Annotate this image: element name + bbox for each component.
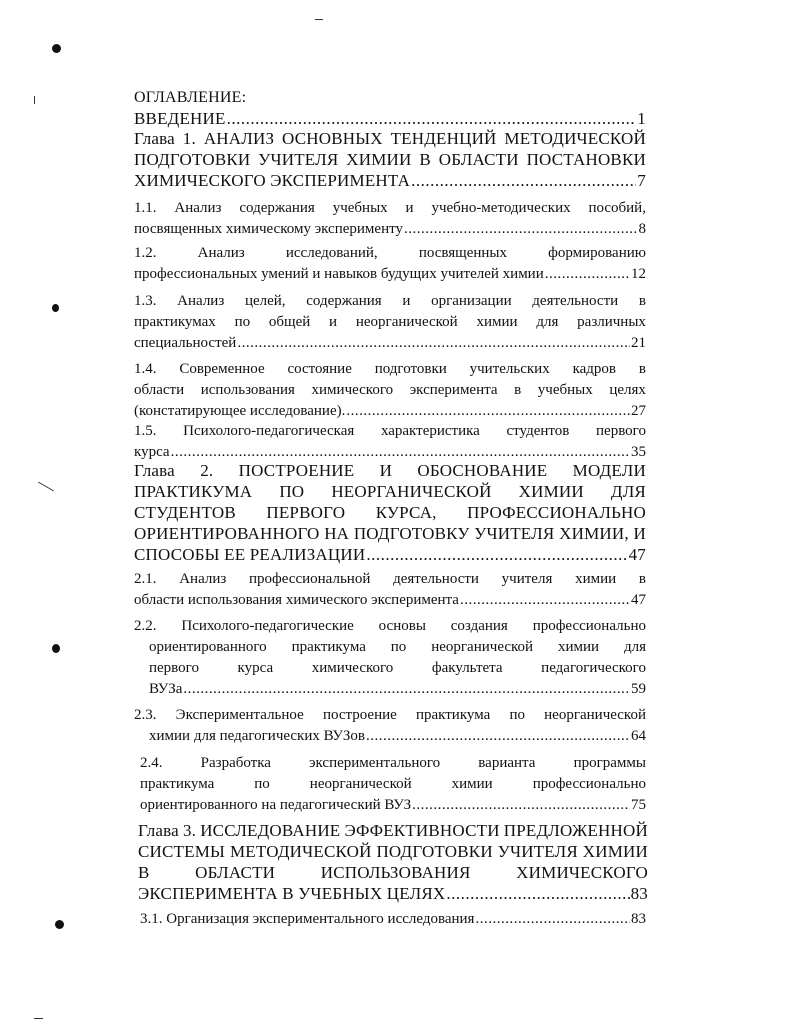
entry-word: химии — [575, 571, 617, 587]
entry-word: 1. — [182, 129, 196, 148]
entry-title: курса — [134, 444, 170, 460]
page-number: 83 — [631, 911, 646, 927]
entry-word: НА — [324, 524, 350, 543]
entry-word: ДЛЯ — [610, 482, 646, 501]
entry-word: В — [138, 863, 150, 882]
entry-word: Анализ — [179, 571, 227, 587]
entry-word: химического — [311, 382, 394, 398]
entry-word: АНАЛИЗ — [203, 129, 275, 148]
entry-word: деятельности — [532, 293, 619, 309]
entry-word: деятельности — [393, 571, 479, 587]
entry-word: в — [638, 571, 646, 587]
toc-entry-chapter-1 — [134, 128, 646, 191]
leader-dots — [346, 401, 630, 422]
entry-word: химии — [451, 776, 493, 792]
entry-word: экспериментального — [309, 755, 441, 771]
entry-line — [134, 523, 646, 544]
entry-line — [140, 774, 646, 795]
entry-word: 1.4. — [134, 361, 157, 377]
entry-word: и — [402, 293, 411, 309]
entry-word: ПЕРВОГО — [266, 503, 346, 522]
entry-word: в — [638, 293, 646, 309]
page-number: 59 — [631, 681, 646, 697]
entry-word: И — [633, 524, 646, 543]
scan-speck — [38, 482, 54, 492]
toc-entry-section-2-4 — [140, 753, 646, 816]
entry-word: ПОСТАНОВКИ — [526, 150, 646, 169]
entry-word: для — [536, 314, 559, 330]
entry-word: формированию — [548, 245, 646, 261]
entry-word: УЧИТЕЛЯ — [258, 150, 339, 169]
entry-title: ХИМИЧЕСКОГО ЭКСПЕРИМЕНТА — [134, 171, 411, 190]
entry-word: посвященных — [418, 245, 507, 261]
scan-hole-mark — [52, 44, 61, 53]
entry-word: 2.2. — [134, 618, 157, 634]
entry-word: И — [379, 461, 393, 480]
entry-word: пособий, — [588, 200, 646, 216]
entry-word: организации — [431, 293, 512, 309]
entry-line — [134, 658, 646, 679]
entry-title: СПОСОБЫ ЕЕ РЕАЛИЗАЦИИ — [134, 545, 366, 564]
entry-word: общей — [268, 314, 311, 330]
toc-heading: ОГЛАВЛЕНИЕ: — [134, 89, 247, 106]
leader-dots — [412, 795, 630, 816]
entry-line — [134, 616, 646, 637]
entry-word: создания — [450, 618, 508, 634]
entry-word: Анализ — [174, 200, 222, 216]
entry-word: Психолого-педагогические — [181, 618, 354, 634]
entry-word: использования — [200, 382, 295, 398]
entry-word: Экспериментальное — [175, 707, 304, 723]
entry-word: МЕТОДИЧЕСКОЙ — [504, 129, 646, 148]
entry-word: характеристика — [380, 423, 480, 439]
entry-word: педагогического — [541, 660, 646, 676]
entry-word: кадров — [572, 361, 616, 377]
entry-word: 1.5. — [134, 423, 157, 439]
leader-dots — [411, 170, 636, 191]
entry-word: УЧИТЕЛЯ — [474, 524, 555, 543]
entry-word: профессиональной — [249, 571, 371, 587]
entry-word: ПОДГОТОВКИ — [134, 150, 251, 169]
entry-word: СИСТЕМЫ — [138, 842, 226, 861]
entry-word: подготовки — [374, 361, 447, 377]
entry-word: ПО — [279, 482, 305, 501]
page-number: 21 — [631, 335, 646, 351]
entry-word: МЕТОДИЧЕСКОЙ — [229, 842, 372, 861]
entry-word: по — [509, 707, 525, 723]
entry-title: ЭКСПЕРИМЕНТА В УЧЕБНЫХ ЦЕЛЯХ — [138, 884, 446, 903]
entry-word: и — [329, 314, 338, 330]
entry-word: неорганической — [544, 707, 646, 723]
entry-word: ТЕНДЕНЦИЙ — [390, 129, 497, 148]
toc-entry-section-1-2 — [134, 243, 646, 285]
entry-word: ОРИЕНТИРОВАННОГО — [134, 524, 320, 543]
leader-dots — [366, 544, 627, 565]
toc-entry-section-1-5 — [134, 421, 646, 463]
entry-word: варианта — [478, 755, 536, 771]
entry-line — [134, 359, 646, 380]
entry-word: МОДЕЛИ — [572, 461, 646, 480]
scan-speck — [34, 96, 35, 104]
entry-word: ХИМИИ — [346, 150, 412, 169]
entry-word: УЧИТЕЛЯ — [497, 842, 578, 861]
page-number: 12 — [631, 266, 646, 282]
entry-word: 1.2. — [134, 245, 157, 261]
entry-word: ПРЕДЛОЖЕННОЙ — [503, 821, 648, 840]
entry-word: 2. — [200, 461, 214, 480]
leader-dots — [366, 726, 630, 747]
entry-word: ХИМИЧЕСКОГО — [516, 863, 648, 882]
entry-word: содержания — [239, 200, 315, 216]
entry-word: программы — [573, 755, 646, 771]
leader-dots — [227, 108, 637, 129]
toc-entry-section-1-4 — [134, 359, 646, 422]
entry-word: студентов — [506, 423, 570, 439]
scan-speck — [34, 1018, 43, 1019]
entry-word: курса — [237, 660, 274, 676]
entry-line — [140, 753, 646, 774]
entry-word: содержания — [306, 293, 382, 309]
entry-title: посвященных химическому эксперименту — [134, 221, 403, 237]
toc-entry-section-2-1 — [134, 569, 646, 611]
entry-word: ПРАКТИКУМА — [134, 482, 253, 501]
entry-line — [134, 198, 646, 219]
entry-title: области использования химического эксперимента — [134, 592, 459, 608]
entry-word: химии — [476, 314, 518, 330]
entry-word: 3. — [182, 821, 197, 840]
entry-line — [134, 460, 646, 481]
entry-line — [134, 705, 646, 726]
entry-word: неорганической — [309, 776, 412, 792]
entry-word: ОБЛАСТИ — [438, 150, 519, 169]
entry-title: специальностей — [134, 335, 237, 351]
leader-dots — [446, 883, 629, 904]
toc-entry-section-1-3 — [134, 291, 646, 354]
entry-line — [134, 502, 646, 523]
leader-dots — [237, 333, 630, 354]
scan-hole-mark — [52, 644, 60, 653]
leader-dots — [475, 909, 630, 930]
entry-word: ХИМИИ — [518, 482, 584, 501]
entry-word: основы — [378, 618, 426, 634]
entry-word: 2.3. — [134, 707, 157, 723]
page-number: 35 — [631, 444, 646, 460]
entry-title: ориентированного на педагогический ВУЗ — [140, 797, 412, 813]
entry-word: целей, — [244, 293, 286, 309]
entry-word: 2.4. — [140, 755, 163, 771]
entry-line — [134, 128, 646, 149]
entry-word: Анализ — [197, 245, 245, 261]
entry-line — [134, 481, 646, 502]
toc-entry-introduction — [134, 108, 646, 129]
entry-word: по — [390, 639, 407, 655]
entry-line — [134, 380, 646, 401]
entry-word: Психолого-педагогическая — [183, 423, 355, 439]
entry-title: профессиональных умений и навыков будущих учителей химии — [134, 266, 544, 282]
entry-word: неорганической — [431, 639, 534, 655]
entry-word: целях — [609, 382, 646, 398]
page-number: 83 — [630, 884, 648, 903]
entry-word: ИССЛЕДОВАНИЕ — [200, 821, 341, 840]
entry-title: ВУЗа — [149, 681, 183, 697]
entry-word: исследований, — [285, 245, 378, 261]
entry-word: ХИМИИ, — [559, 524, 629, 543]
page-number: 64 — [631, 728, 646, 744]
toc-entry-chapter-2 — [134, 460, 646, 565]
entry-word: практикума — [140, 776, 215, 792]
entry-word: практикумах — [134, 314, 216, 330]
entry-word: Современное — [179, 361, 265, 377]
page-number: 47 — [631, 592, 646, 608]
entry-word: 2.1. — [134, 571, 157, 587]
entry-line — [138, 862, 648, 883]
entry-word: ОБЛАСТИ — [195, 863, 276, 882]
entry-word: ЭФФЕКТИВНОСТИ — [344, 821, 500, 840]
entry-line — [134, 149, 646, 170]
entry-line — [134, 312, 646, 333]
entry-line — [134, 637, 646, 658]
entry-word: эксперимента — [409, 382, 498, 398]
entry-word: первого — [149, 660, 199, 676]
entry-word: различных — [577, 314, 646, 330]
entry-word: КУРСА, — [375, 503, 437, 522]
page-number: 1 — [637, 109, 646, 128]
toc-entry-section-2-2 — [134, 616, 646, 700]
entry-word: ХИМИИ — [582, 842, 648, 861]
leader-dots — [460, 590, 630, 611]
toc-entry-section-3-1 — [140, 909, 646, 930]
entry-word: учительских — [469, 361, 550, 377]
entry-word: химии — [557, 639, 600, 655]
entry-word: практикума — [291, 639, 366, 655]
entry-word: практикума — [415, 707, 491, 723]
entry-word: СТУДЕНТОВ — [134, 503, 236, 522]
entry-word: В — [419, 150, 431, 169]
entry-word: Разработка — [200, 755, 271, 771]
entry-title: ВВЕДЕНИЕ — [134, 109, 226, 128]
entry-word: ИСПОЛЬЗОВАНИЯ — [320, 863, 471, 882]
entry-word: для — [623, 639, 646, 655]
leader-dots — [545, 264, 630, 285]
entry-word: 1.3. — [134, 293, 157, 309]
entry-word: учителя — [501, 571, 553, 587]
entry-line — [134, 291, 646, 312]
toc-entry-section-1-1 — [134, 198, 646, 240]
entry-word: профессионально — [532, 776, 646, 792]
entry-word: Глава — [134, 461, 175, 480]
entry-word: состояние — [287, 361, 352, 377]
entry-line — [138, 841, 648, 862]
entry-word: профессионально — [532, 618, 646, 634]
entry-word: ОБОСНОВАНИЕ — [417, 461, 548, 480]
entry-word: и — [405, 200, 414, 216]
entry-word: факультета — [431, 660, 503, 676]
entry-word: учебных — [537, 382, 593, 398]
entry-word: ПОДГОТОВКИ — [376, 842, 493, 861]
entry-word: ПОСТРОЕНИЕ — [238, 461, 355, 480]
entry-word: ориентированного — [149, 639, 267, 655]
entry-word: ПОДГОТОВКУ — [353, 524, 470, 543]
entry-word: по — [254, 776, 270, 792]
entry-word: ОСНОВНЫХ — [282, 129, 383, 148]
entry-word: НЕОРГАНИЧЕСКОЙ — [331, 482, 492, 501]
leader-dots — [183, 679, 630, 700]
toc-entry-section-2-3 — [134, 705, 646, 747]
entry-word: области — [134, 382, 185, 398]
entry-title: (констатирующее исследование). — [134, 403, 346, 419]
entry-line — [138, 820, 648, 841]
entry-title: 3.1. Организация экспериментального исследования — [140, 911, 475, 927]
entry-word: в — [514, 382, 522, 398]
scan-speck — [315, 19, 323, 20]
leader-dots — [404, 219, 638, 240]
entry-word: химического — [311, 660, 394, 676]
entry-word: ПРОФЕССИОНАЛЬНО — [467, 503, 646, 522]
entry-line — [134, 569, 646, 590]
entry-word: учебных — [332, 200, 388, 216]
entry-line — [134, 421, 646, 442]
entry-word: учебно-методических — [431, 200, 571, 216]
entry-word: по — [234, 314, 251, 330]
entry-word: Глава — [134, 129, 175, 148]
entry-word: построение — [322, 707, 397, 723]
toc-entry-chapter-3 — [138, 820, 648, 904]
page-number: 75 — [631, 797, 646, 813]
entry-word: в — [638, 361, 646, 377]
entry-word: первого — [596, 423, 646, 439]
page-number: 27 — [631, 403, 646, 419]
entry-title: химии для педагогических ВУЗов — [149, 728, 365, 744]
entry-word: неорганической — [355, 314, 458, 330]
scan-hole-mark — [55, 920, 64, 929]
page-number: 7 — [637, 171, 646, 190]
entry-word: Анализ — [177, 293, 225, 309]
entry-word: Глава — [138, 821, 179, 840]
page-number: 47 — [628, 545, 646, 564]
entry-word: 1.1. — [134, 200, 157, 216]
scan-hole-mark — [52, 304, 59, 312]
entry-line — [134, 243, 646, 264]
page-number: 8 — [638, 221, 646, 237]
